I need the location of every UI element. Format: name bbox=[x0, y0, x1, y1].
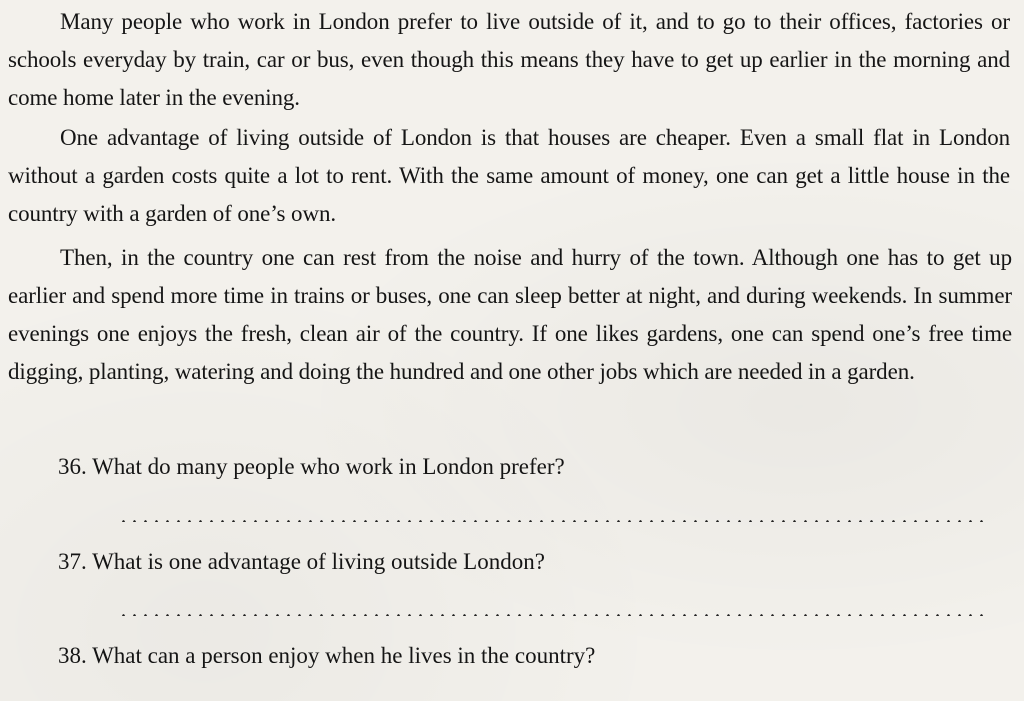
passage-paragraph-2: One advantage of living outside of London is that houses are cheaper. Even a small flat in London without a garden costs quite a lot to rent. With the same amount of money, one can get a little house in the country with a garden of one’s own. bbox=[8, 125, 1010, 226]
answer-line-37[interactable] bbox=[118, 614, 986, 616]
answer-line-36[interactable] bbox=[118, 520, 986, 522]
passage-paragraph-3: Then, in the country one can rest from the noise and hurry of the town. Although one has to get up earlier and spend more time in trains or buses, one can sleep better at night, and during weekends. In summer evenings one enjoys the fresh, clean air of the country. If one likes gardens, one can spend one’s free time digging, planting, watering and doing the hundred and one other jobs which are needed in a garden. bbox=[8, 245, 1012, 384]
passage-paragraph-1: Many people who work in London prefer to live outside of it, and to go to their offices, factories or schools everyday by train, car or bus, even though this means they have to get up earlier in the morning and come home later in the evening. bbox=[8, 9, 1010, 110]
question-37: 37. What is one advantage of living outside London? bbox=[58, 549, 545, 574]
question-38: 38. What can a person enjoy when he lives in the country? bbox=[58, 643, 596, 668]
question-36: 36. What do many people who work in London prefer? bbox=[58, 454, 565, 479]
